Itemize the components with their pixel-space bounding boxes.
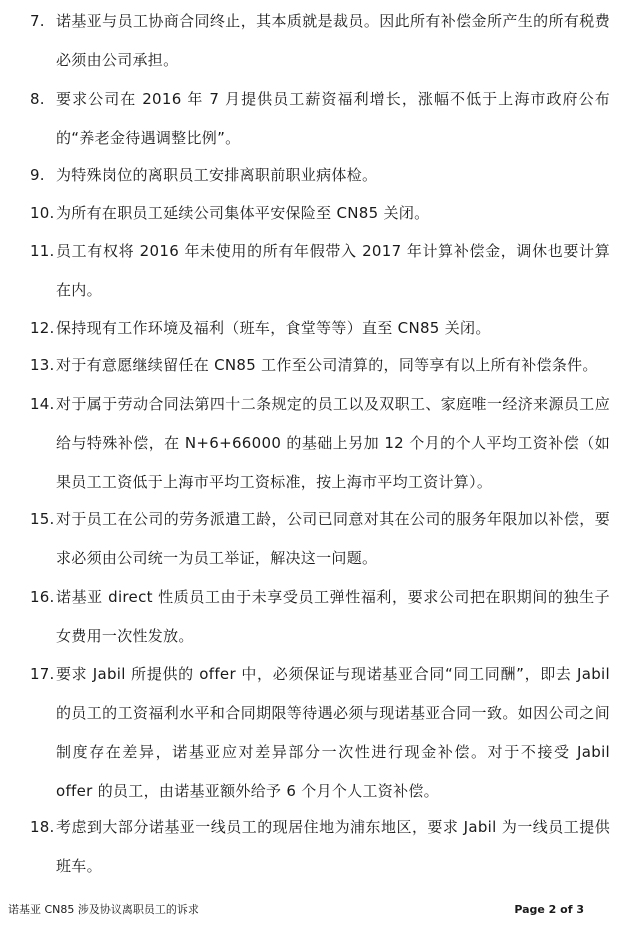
- item-text: 为特殊岗位的离职员工安排离职前职业病体检。: [56, 166, 378, 184]
- item-text: 要求 Jabil 所提供的 offer 中，必须保证与现诺基亚合同“同工同酬”，即去 Jabil 的员工的工资福利水平和合同期限等待遇必须与现诺基亚合同一致。如因公司之间制度存在差异，诺基亚应对差异部分一次性进行现金补偿。对于不接受 Jabil offer 的员工，由诺基亚额外给予 6 个月个人工资补偿。: [56, 665, 610, 800]
- item-number: 11.: [30, 242, 55, 260]
- item-text: 对于属于劳动合同法第四十二条规定的员工以及双职工、家庭唯一经济来源员工应给与特殊补偿，在 N+6+66000 的基础上另加 12 个月的个人平均工资补偿（如果员工工资低于上海市平均工资标准，按上海市平均工资计算）。: [56, 395, 610, 491]
- list-item-18: [30, 808, 610, 886]
- item-text: 考虑到大部分诺基亚一线员工的现居住地为浦东地区，要求 Jabil 为一线员工提供班车。: [56, 818, 610, 875]
- item-number: 18.: [30, 818, 55, 836]
- footer-title: 诺基亚 CN85 涉及协议离职员工的诉求: [8, 903, 199, 916]
- list-item-16: [30, 578, 610, 656]
- list-item-9: [30, 156, 610, 195]
- item-number: 14.: [30, 395, 55, 413]
- item-number: 10.: [30, 204, 55, 222]
- item-number: 16.: [30, 588, 55, 606]
- list-item-11: [30, 232, 610, 310]
- item-text: 为所有在职员工延续公司集体平安保险至 CN85 关闭。: [56, 204, 430, 222]
- list-item-12: [30, 309, 610, 348]
- item-text: 保持现有工作环境及福利（班车，食堂等等）直至 CN85 关闭。: [56, 319, 491, 337]
- item-text: 诺基亚 direct 性质员工由于未享受员工弹性福利，要求公司把在职期间的独生子女费用一次性发放。: [56, 588, 610, 645]
- item-text: 员工有权将 2016 年未使用的所有年假带入 2017 年计算补偿金，调休也要计算在内。: [56, 242, 610, 299]
- list-item-15: [30, 500, 610, 578]
- item-text: 要求公司在 2016 年 7 月提供员工薪资福利增长，涨幅不低于上海市政府公布的“养老金待遇调整比例”。: [56, 90, 610, 147]
- list-item-17: [30, 655, 610, 811]
- item-number: 13.: [30, 356, 55, 374]
- item-number: 9.: [30, 166, 45, 184]
- list-item-8: [30, 80, 610, 158]
- page-number: Page 2 of 3: [514, 903, 584, 916]
- item-number: 12.: [30, 319, 55, 337]
- list-item-13: [30, 346, 610, 385]
- list-item-10: [30, 194, 610, 233]
- item-text: 对于有意愿继续留任在 CN85 工作至公司清算的，同等享有以上所有补偿条件。: [56, 356, 598, 374]
- item-number: 7.: [30, 12, 45, 30]
- list-item-14: [30, 385, 610, 502]
- list-item-7: [30, 2, 610, 80]
- item-text: 对于员工在公司的劳务派遣工龄，公司已同意对其在公司的服务年限加以补偿，要求必须由公司统一为员工举证，解决这一问题。: [56, 510, 610, 567]
- item-number: 8.: [30, 90, 45, 108]
- item-text: 诺基亚与员工协商合同终止，其本质就是裁员。因此所有补偿金所产生的所有税费必须由公司承担。: [56, 12, 610, 69]
- item-number: 17.: [30, 665, 55, 683]
- item-number: 15.: [30, 510, 55, 528]
